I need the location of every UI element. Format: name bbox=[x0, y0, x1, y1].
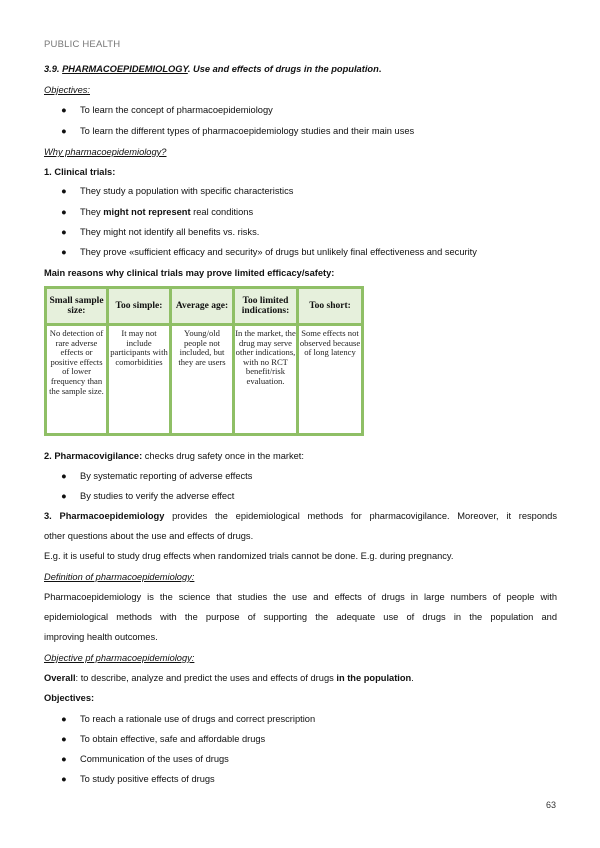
bullet-icon: ● bbox=[61, 754, 67, 764]
pharmacoepidemiology-paragraph-line: 3. Pharmacoepidemiology provides the epidemiological methods for pharmacovigilance. Moreover, it responds bbox=[44, 511, 558, 521]
table-header: Too limited indications: bbox=[235, 289, 296, 323]
table-cell: It may not include participants with comorbidities bbox=[109, 326, 169, 433]
clinical-trials-item: They prove «sufficient efficacy and security» of drugs but unlikely final effectiveness and security bbox=[80, 247, 477, 257]
definition-line: improving health outcomes. bbox=[44, 632, 158, 642]
definition-heading: Definition of pharmacoepidemiology: bbox=[44, 572, 195, 582]
bullet-icon: ● bbox=[61, 186, 67, 196]
bullet-icon: ● bbox=[61, 227, 67, 237]
objectives-heading: Objectives: bbox=[44, 85, 90, 95]
objective2-item: To study positive effects of drugs bbox=[80, 774, 215, 784]
objective-item: To learn the concept of pharmacoepidemiology bbox=[80, 105, 273, 115]
clinical-trials-item: They might not represent real conditions bbox=[80, 207, 254, 217]
pharmacovigilance-item: By studies to verify the adverse effect bbox=[80, 491, 235, 501]
objectives2-heading: Objectives: bbox=[44, 693, 95, 703]
objective2-item: Communication of the uses of drugs bbox=[80, 754, 229, 764]
objective-item: To learn the different types of pharmacoepidemiology studies and their main uses bbox=[80, 126, 415, 136]
bullet-icon: ● bbox=[61, 774, 67, 784]
bullet-icon: ● bbox=[61, 714, 67, 724]
table-header: Average age: bbox=[172, 289, 232, 323]
clinical-trials-heading: 1. Clinical trials: bbox=[44, 167, 116, 177]
table-header: Too short: bbox=[299, 289, 361, 323]
objective2-item: To reach a rationale use of drugs and correct prescription bbox=[80, 714, 316, 724]
bullet-icon: ● bbox=[61, 207, 67, 217]
running-header: PUBLIC HEALTH bbox=[44, 39, 121, 50]
table-cell: Some effects not observed because of long latency bbox=[299, 326, 361, 433]
pharmacovigilance-item: By systematic reporting of adverse effects bbox=[80, 471, 253, 481]
table-cell: Young/old people not included, but they are users bbox=[172, 326, 232, 433]
table-cell: No detection of rare adverse effects or positive effects of lower frequency than the sample size. bbox=[47, 326, 106, 433]
example-line: E.g. it is useful to study drug effects when randomized trials cannot be done. E.g. during pregnancy. bbox=[44, 551, 454, 561]
pharmacovigilance-heading: 2. Pharmacovigilance: checks drug safety once in the market: bbox=[44, 451, 304, 461]
bullet-icon: ● bbox=[61, 247, 67, 257]
pharmacoepidemiology-paragraph-line: other questions about the use and effects of drugs. bbox=[44, 531, 254, 541]
page-number: 63 bbox=[546, 800, 557, 810]
bullet-icon: ● bbox=[61, 126, 67, 136]
section-title: 3.9. PHARMACOEPIDEMIOLOGY. Use and effects of drugs in the population. bbox=[44, 64, 382, 74]
main-reasons-heading: Main reasons why clinical trials may prove limited efficacy/safety: bbox=[44, 268, 335, 278]
definition-line: Pharmacoepidemiology is the science that studies the use and effects of drugs in large numbers of people with bbox=[44, 592, 557, 602]
bullet-icon: ● bbox=[61, 471, 67, 481]
why-heading: Why pharmacoepidemiology? bbox=[44, 147, 167, 157]
table-header: Small sample size: bbox=[47, 289, 106, 323]
clinical-trials-item: They might not identify all benefits vs. risks. bbox=[80, 227, 260, 237]
bullet-icon: ● bbox=[61, 105, 67, 115]
definition-line: epidemiological methods with the purpose of supporting the adequate use of drugs in the population and bbox=[44, 612, 557, 622]
reasons-table bbox=[44, 286, 364, 436]
table-cell: In the market, the drug may serve other indications, with no RCT benefit/risk evaluation. bbox=[235, 326, 296, 433]
table-header: Too simple: bbox=[109, 289, 169, 323]
overall-line: Overall: to describe, analyze and predict the uses and effects of drugs in the population. bbox=[44, 673, 414, 683]
objective-heading: Objective pf pharmacoepidemiology: bbox=[44, 653, 195, 663]
bullet-icon: ● bbox=[61, 734, 67, 744]
clinical-trials-item: They study a population with specific characteristics bbox=[80, 186, 294, 196]
objective2-item: To obtain effective, safe and affordable drugs bbox=[80, 734, 266, 744]
bullet-icon: ● bbox=[61, 491, 67, 501]
